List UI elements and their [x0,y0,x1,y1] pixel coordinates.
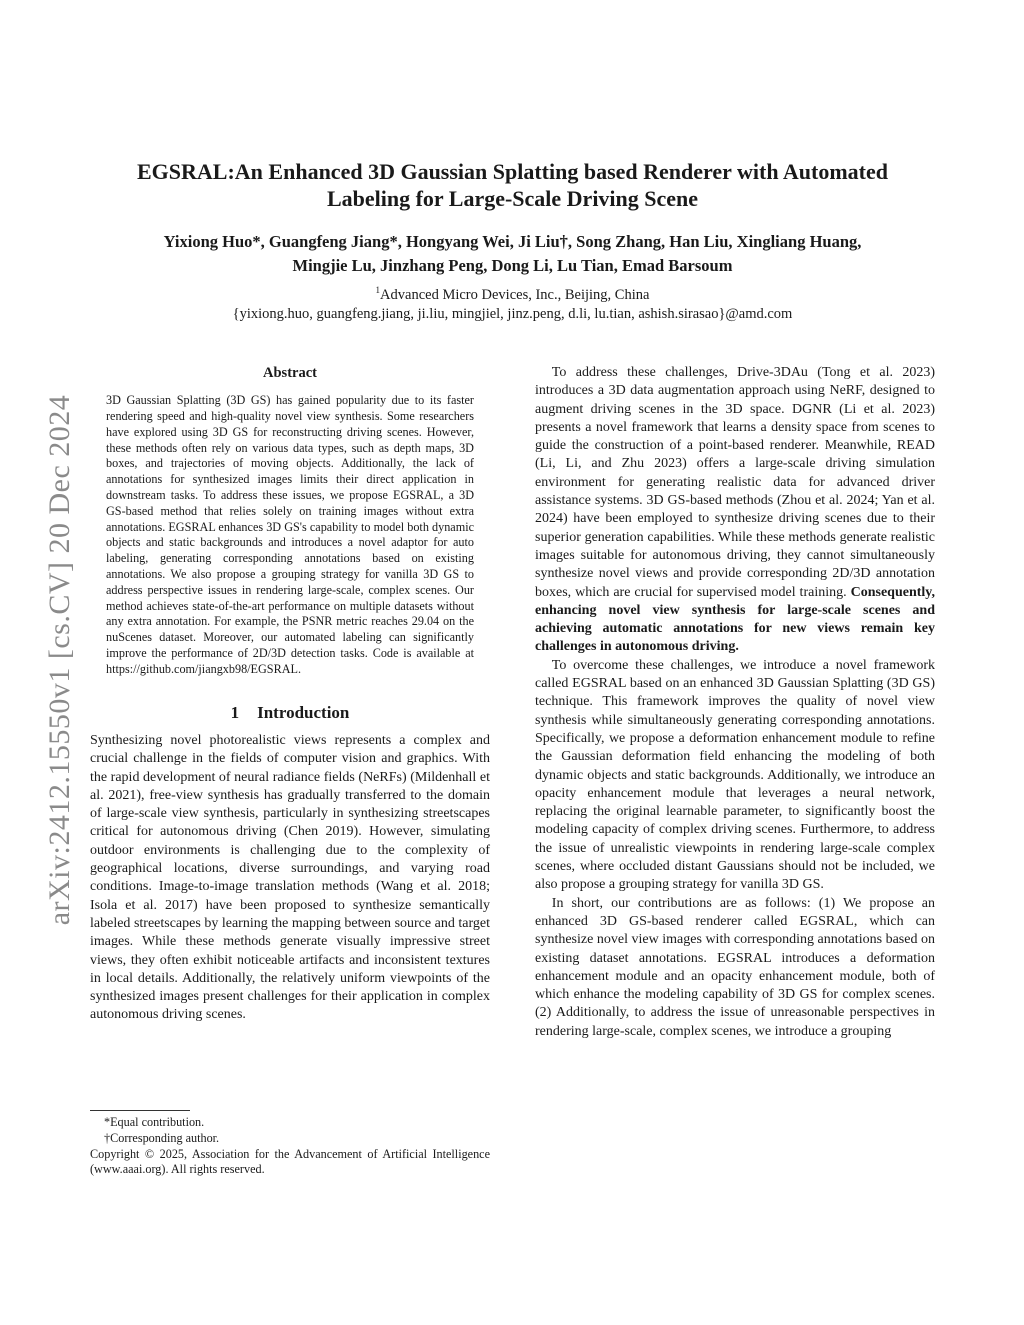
author-list [90,230,935,278]
intro-paragraph-2 [535,364,935,657]
author-line-1: Yixiong Huo*, Guangfeng Jiang*, Hongyang Wei, Ji Liu†, Song Zhang, Han Liu, Xingliang Huang, [163,232,862,251]
footnote-area [90,1104,490,1178]
title-block [90,158,935,324]
footnote-corresponding-author: †Corresponding author. [104,1130,220,1145]
abstract-heading: Abstract [263,365,317,381]
section-number: 1 [230,702,240,722]
copyright-notice: Copyright © 2025, Association for the Advancement of Artificial Intelligence (www.aaai.org). All rights reserved. [90,1146,490,1177]
abstract-body: 3D Gaussian Splatting (3D GS) has gained popularity due to its faster rendering speed and high-quality novel view synthesis. Some researchers have explored using 3D GS for reconstructing driving scenes. However, these methods often rely on various data types, such as depth maps, 3D boxes, and trajectories of moving objects. Additionally, the lack of annotations for synthesized images limits their direct application in downstream tasks. To address these issues, we propose EGSRAL, a 3D GS-based method that relies solely on training images without extra annotations. EGSRAL enhances 3D GS's capability to model both dynamic objects and static backgrounds and introduces a novel adaptor for auto labeling, generating corresponding annotations based on existing annotations. We also propose a grouping strategy for vanilla 3D GS to address perspective issues in rendering large-scale, complex scenes. Our method achieves state-of-the-art performance on multiple datasets without any extra annotation. For example, the PSNR metric reaches 29.04 on the nuScenes dataset. Moreover, our automated labeling can significantly improve the performance of 2D/3D detection tasks. Code is available at https://github.com/jiangxb98/EGSRAL. [106,393,474,676]
intro-paragraph-3: To overcome these challenges, we introduce a novel framework called EGSRAL based on an enhanced 3D Gaussian Splatting (3D GS) technique. This framework improves the quality of novel view synthesis while simultaneously generating corresponding annotations. Specifically, we propose a deformation enhancement module to refine the Gaussian deformation field enhancing the modeling of both dynamic objects and static backgrounds. Additionally, we introduce an opacity enhancement module that leverages a neural network, replacing the original learnable parameter, to significantly boost the modeling capacity of complex driving scenes. Furthermore, to address the issue of unrealistic viewpoints in rendering large-scale complex scenes, where occluded distant Gaussians should not be included, we also propose a grouping strategy for vanilla 3D GS. [535,657,935,893]
affiliation-text: Advanced Micro Devices, Inc., Beijing, China [380,286,650,303]
footnote-equal-contribution: *Equal contribution. [104,1115,205,1129]
paper-title [90,158,935,212]
intro-paragraph-1: Synthesizing novel photorealistic views represents a complex and crucial challenge in the fields of computer vision and graphics. With the rapid development of neural radiance fields (NeRFs) (Mildenhall et al. 2021), free-view synthesis has gradually transferred to the domain of large-scale view synthesis, particularly in synthesizing streetscapes critical for autonomous driving (Chen 2019). However, simulating outdoor environments is challenging due to the complexity of geographical locations, diverse surroundings, and varying road conditions. Image-to-image translation methods (Wang et al. 2018; Isola et al. 2017) have been proposed to synthesize semantically labeled streetscapes by learning the mapping between source and target images. While these methods generate visually impressive street views, they often exhibit noticeable artifacts and inconsistent textures in local details. Additionally, the relatively uniform viewpoints of the synthesized images present challenges for their application in complex autonomous driving scenes. [90,732,490,1023]
paper-title-line-1: EGSRAL:An Enhanced 3D Gaussian Splatting based Renderer with Automated [137,159,888,184]
right-column [535,364,935,1041]
affiliation [90,281,935,305]
author-line-2: Mingjie Lu, Jinzhang Peng, Dong Li, Lu Tian, Emad Barsoum [292,256,733,275]
footnote-divider [90,1110,190,1111]
section-title: Introduction [257,702,350,722]
left-column [90,364,490,1025]
section-heading-introduction [90,704,490,722]
paper-title-line-2: Labeling for Large-Scale Driving Scene [326,186,699,211]
intro-paragraph-2-text: To address these challenges, Drive-3DAu (Tong et al. 2023) introduces a 3D data augmentation approach using NeRF, designed to augment driving scenes in the 3D space. DGNR (Li et al. 2023) presents a novel framework that learns a density space from scenes to guide the construction of a point-based renderer. Meanwhile, READ (Li, Li, and Zhu 2023) offers a large-scale driving simulation environment for generating realistic data for advanced driver assistance systems. 3D GS-based methods (Zhou et al. 2024; Yan et al. 2024) have been employed to synthesize driving scenes due to their superior generation capabilities. While these methods generate realistic images suitable for autonomous driving, they cannot simultaneously synthesize novel views and provide corresponding 2D/3D annotation boxes, which are crucial for supervised model training. [535,365,935,600]
intro-paragraph-2-bold: Consequently, enhancing novel view synthesis for large-scale scenes and achieving automatic annotations for new views remain key challenges in autonomous driving. [535,584,936,655]
intro-paragraph-4: In short, our contributions are as follows: (1) We propose an enhanced 3D GS-based renderer called EGSRAL, which can synthesize novel view images with corresponding annotations based on existing dataset annotations. EGSRAL introduces a deformation enhancement module and an opacity enhancement module, both of which enhance the modeling capability of 3D GS for complex scenes. (2) Additionally, to address the issue of unreasonable perspectives in rendering large-scale, complex scenes, we introduce a grouping [535,895,935,1039]
author-emails: {yixiong.huo, guangfeng.jiang, ji.liu, mingjiel, jinz.peng, d.li, lu.tian, ashish.sirasao}@amd.com [232,305,793,322]
arxiv-identifier-stamp: arXiv:2412.15550v1 [cs.CV] 20 Dec 2024 [43,394,76,926]
affiliation-mark: 1 [375,285,381,295]
